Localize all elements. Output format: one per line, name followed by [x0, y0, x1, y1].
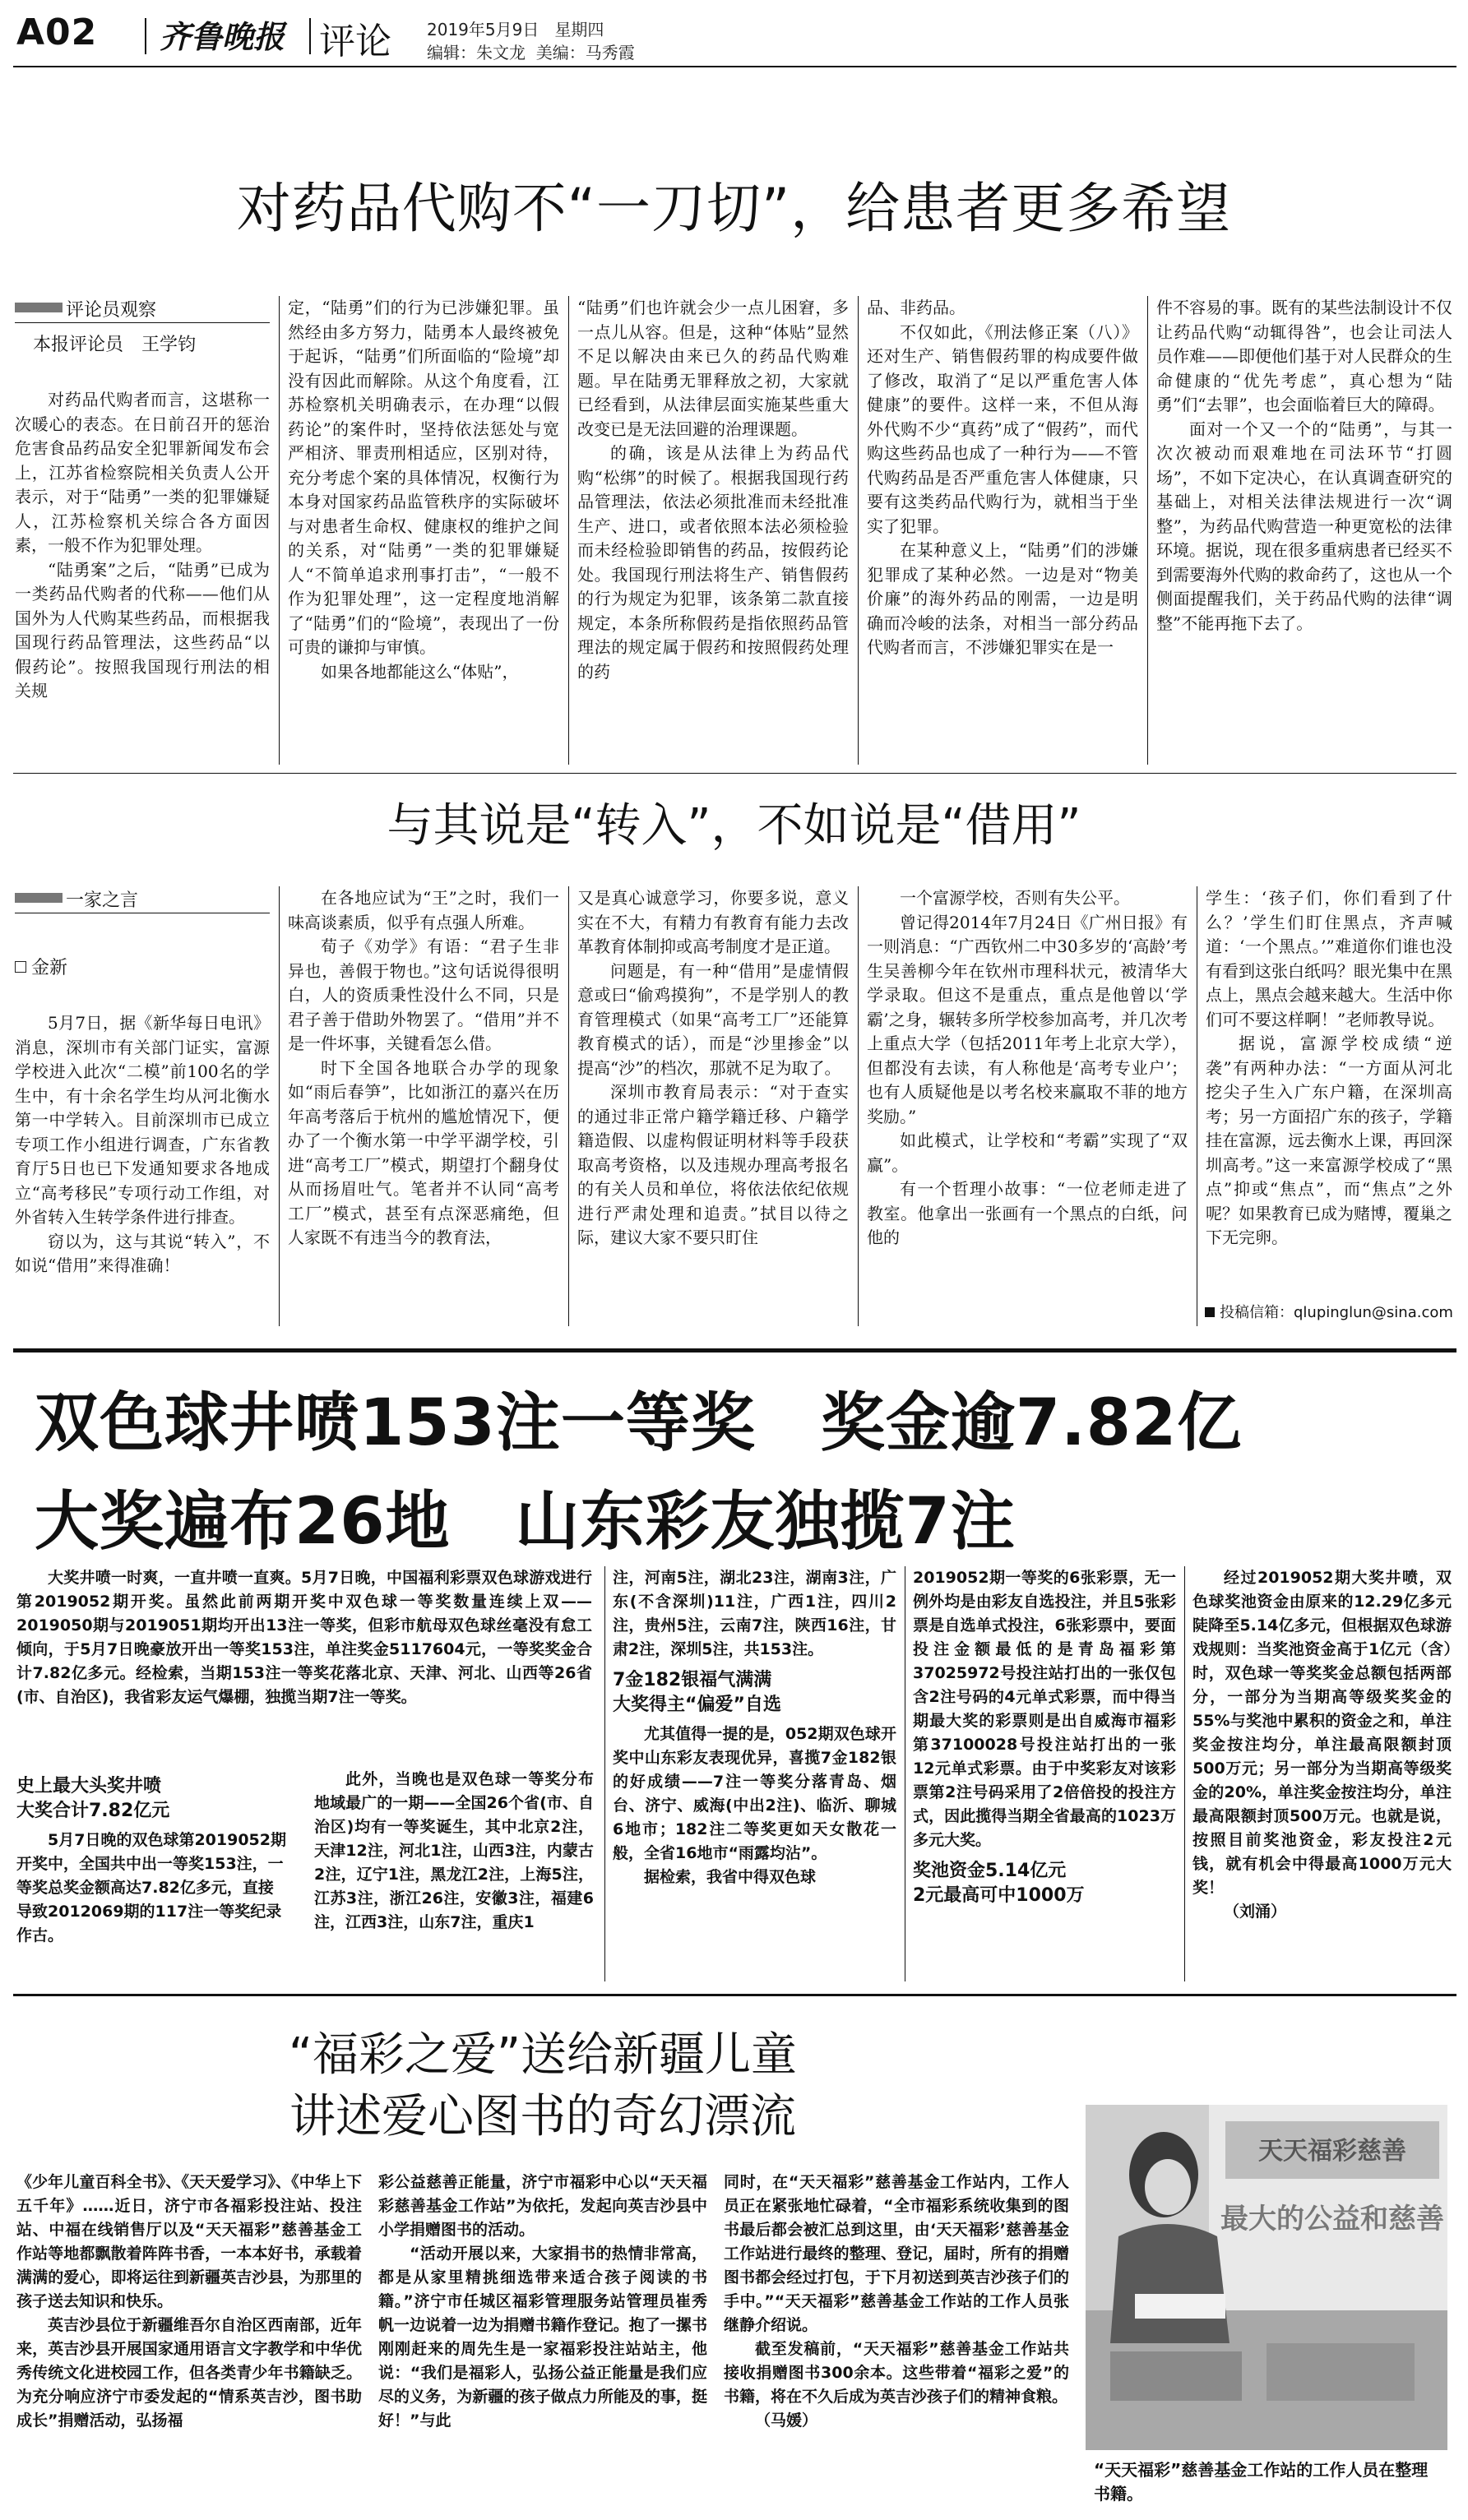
- paragraph: 又是真心诚意学习，你要多说，意义实在不大，有精力有教育有能力去改革教育体制抑或高考制度才是正道。: [577, 888, 849, 956]
- paragraph: “活动开展以来，大家捐书的热情非常高，都是从家里精挑细选带来适合孩子阅读的书籍。”济宁市任城区福彩管理服务站管理员崔秀帆一边说着一边为捐赠书籍作登记。抱了一摞书刚刚赶来的周先生是一家福彩投注站站主，他说：“我们是福彩人，弘扬公益正能量是我们应尽的义务，为新疆的孩子做点力所能及的事，挺好！”与此: [378, 2245, 707, 2430]
- paragraph: 5月7日晚的双色球第2019052期开奖中，全国共中出一等奖153注，一等奖总奖金额高达7.82亿多元，直接导致2012069期的117注一等奖纪录作古。: [16, 1831, 286, 1944]
- paragraph: “陆勇案”之后，“陆勇”已成为一类药品代购者的代称——他们从国外为人代购某些药品，而根据我国现行药品管理法，这些药品“以假药论”。按照我国现行刑法的相关规: [15, 559, 270, 701]
- article3-column-5: [1192, 1566, 1452, 1981]
- designer-credit: 美编：马秀霞: [535, 43, 635, 62]
- article1-column-1: [15, 388, 270, 762]
- svg-text:齐鲁晚报: 齐鲁晚报: [160, 18, 285, 55]
- article3-sidebar-1: [16, 1768, 288, 1981]
- article2-column-4: [867, 886, 1188, 1326]
- paragraph: 问题是，有一种“借用”是虚情假意或曰“偷鸡摸狗”，不是学别人的教育管理模式（如果“高考工厂”还能算教育模式的话），而是“沙里掺金”以提高“沙”的档次，那就不足为取了。: [577, 960, 849, 1078]
- article3-lead: [16, 1566, 592, 1759]
- article2-column-1: [15, 1011, 270, 1324]
- paragraph: （刘涌）: [1224, 1903, 1287, 1921]
- issue-date: 2019年5月9日 星期四: [427, 20, 604, 39]
- section-frame-bottom: [13, 1994, 1456, 1996]
- column-rule: [1147, 296, 1148, 765]
- paragraph: 对药品代购者而言，这堪称一次暖心的表态。在日前召开的惩治危害食品药品安全犯罪新闻发布会上，江苏省检察院相关负责人公开表示，对于“陆勇”一类的犯罪嫌疑人，江苏检察机关综合各方面因素，一般不作为犯罪处理。: [15, 390, 270, 555]
- article3-headline-line-2: 大奖遍布26地 山东彩友独揽7注: [35, 1485, 1016, 1559]
- column-rule: [858, 296, 859, 765]
- header-divider: [309, 18, 311, 54]
- paragraph: 曾记得2014年7月24日《广州日报》有一则消息：“广西钦州二中30多岁的‘高龄’考生吴善柳今年在钦州市理科状元，被清华大学录取。但这不是重点，重点是他曾以‘学霸’之身，辗转多所学校参加高考，并几次考上重点大学（包括2011年考上北京大学），但都没有去读，有人称他是‘高考专业户’；也有人质疑他是以考名校来赢取不菲的地方奖励。”: [867, 912, 1188, 1126]
- column-tag-bar: [15, 893, 63, 903]
- byline: 金新: [15, 954, 67, 979]
- article1-column-3: [577, 296, 849, 765]
- paragraph: 不仅如此，《刑法修正案（八）》还对生产、销售假药罪的构成要件做了修改，取消了“足以严重危害人体健康”的要件。这样一来，不但从海外代购不少“真药”成了“假药”，而代购这些药品也成了一种行为——不管代购药品是否严重危害人体健康，只要有这类药品代购行为，就相当于坐实了犯罪。: [867, 321, 1138, 536]
- paragraph: 如果各地都能这么“体贴”，: [321, 661, 519, 682]
- paragraph: 荀子《劝学》有语：“君子生非异也，善假于物也。”这句话说得很明白，人的资质秉性没什么不同，只是君子善于借助外物罢了。“借用”并不是一件坏事，关键看怎么借。: [288, 936, 559, 1053]
- column-tag-bar: [15, 303, 63, 312]
- article1-headline: 对药品代购不“一刀切”，给患者更多希望: [236, 177, 1232, 240]
- svg-text:天天福彩慈善: 天天福彩慈善: [1258, 2137, 1406, 2166]
- article3-column-3b: [613, 1722, 896, 1889]
- column-rule: [858, 886, 859, 1326]
- paragraph: 经过2019052期大奖井喷，双色球奖池资金由原来的12.29亿多元陡降至5.14亿多元，但根据双色球游戏规则：当奖池资金高于1亿元（含）时，双色球一等奖奖金总额包括两部分，一部分为当期高等级奖奖金的55%与奖池中累积的资金之和，单注奖金按注均分，单注最高限额封顶500万元；另一部分为当期高等级奖金的20%，单注奖金按注均分，单注最高限额封顶500万元。也就是说，按照目前奖池资金，彩友投注2元钱，就有机会中得最高1000万元大奖！: [1192, 1569, 1452, 1897]
- page-number: A02: [16, 12, 98, 53]
- article3-column-3-wrap: [613, 1566, 896, 1981]
- square-bullet-icon: [15, 961, 26, 973]
- article4-column-2: [378, 2171, 707, 2512]
- paragraph: 学生：‘孩子们，你们看到了什么？’学生们盯住黑点，齐声喊道：‘一个黑点。’”难道你们谁也没有看到这张白纸吗？眼光集中在黑点上，黑点会越来越大。生活中你们可不要这样啊！”老师教导说。: [1206, 888, 1452, 1029]
- paragraph: 在各地应试为“王”之时，我们一味高谈素质，似乎有点强人所难。: [288, 888, 559, 932]
- paragraph: 时下全国各地联合办学的现象如“雨后春笋”，比如浙江的嘉兴在历年高考落后于杭州的尴尬情况下，便办了一个衡水第一中学平湖学校，引进“高考工厂”模式，期望打个翻身仗从而扬眉吐气。笔者并不认同“高考工厂”模式，甚至有点深恶痛绝，但人家既不有违当今的教育法，: [288, 1057, 559, 1247]
- article3-column-4: [913, 1566, 1176, 1852]
- article2-column-5: [1206, 886, 1452, 1293]
- paragraph: 大奖井喷一时爽，一直井喷一直爽。5月7日晚，中国福利彩票双色球游戏进行第2019052期开奖。虽然此前两期开奖中双色球一等奖数量连续上双——2019050期与2019051期均开出13注一等奖，但彩市航母双色球丝毫没有怠工倾向，于5月7日晚豪放开出一等奖153注，单注奖金5117604元，一等奖奖金合计7.82亿多元。经检索，当期153注一等奖花落北京、天津、河北、山西等26省(市、自治区)，我省彩友运气爆棚，独揽当期7注一等奖。: [16, 1569, 592, 1706]
- column-rule: [279, 886, 280, 1326]
- paragraph: 据检索，我省中得双色球: [644, 1868, 817, 1886]
- article3-column-3: [613, 1566, 896, 1662]
- article3-column-4-wrap: [913, 1566, 1176, 1981]
- column-rule: [279, 296, 280, 765]
- subheading: 史上最大头奖井喷 大奖合计7.82亿元: [16, 1776, 170, 1821]
- paragraph: 面对一个又一个的“陆勇”，与其一次次被动而艰难地在司法环节“打圆场”，不如下定决心，在认真调查研究的基础上，对相关法律法规进行一次“调整”，为药品代购营造一种更宽松的法律环境。据说，现在很多重病患者已经买不到需要海外代购的救命药了，这也从一个侧面提醒我们，关于药品代购的法律“调整”不能再拖下去了。: [1156, 418, 1452, 633]
- paragraph: 定，“陆勇”们的行为已涉嫌犯罪。虽然经由多方努力，陆勇本人最终被免于起诉，“陆勇”们所面临的“险境”却没有因此而解除。从这个角度看，江苏检察机关明确表示，在办理“以假药论”的案件时，坚持依法惩处与宽严相济、罪责刑相适应，区别对待，充分考虑个案的具体情况，权衡行为本身对国家药品监管秩序的实际破坏与对患者生命权、健康权的维护之间的关系，对“陆勇”一类的犯罪嫌疑人“不简单追求刑事打击”，“一般不作为犯罪处理”，这一定程度地消解了“陆勇”们的“险境”，表现出了一份可贵的谦抑与审慎。: [288, 298, 559, 657]
- weekday: 星期四: [554, 20, 604, 39]
- paragraph: 此外，当晚也是双色球一等奖分布地域最广的一期——全国26个省(市、自治区)均有一等奖诞生，其中北京2注，天津12注，河北1注，山西3注，内蒙古2注，辽宁1注，黑龙江2注，上海5注，江苏3注，浙江26注，安徽3注，福建6注，江西3注，山东7注，重庆1: [314, 1770, 594, 1931]
- article3-column-1: [16, 1829, 288, 1948]
- paragraph: 彩公益慈善正能量，济宁市福彩中心以“天天福彩慈善基金工作站”为依托，发起向英吉沙县中小学捐赠图书的活动。: [378, 2173, 707, 2239]
- paragraph: 的确，该是从法律上为药品代购“松绑”的时候了。根据我国现行药品管理法，依法必须批准而未经批准生产、进口，或者依照本法必须检验而未经检验即销售的药品，按假药论处。我国现行刑法将生产、销售假药的行为规定为犯罪，该条第二款直接规定，本条所称假药是指依照药品管理法的规定属于假药和按照假药处理的药: [577, 443, 849, 682]
- square-bullet-icon: [1205, 1307, 1215, 1317]
- byline: 本报评论员 王学钧: [33, 335, 197, 355]
- paragraph: 窃以为，这与其说“转入”，不如说“借用”来得准确！: [15, 1231, 270, 1275]
- paragraph: 2019052期一等奖的6张彩票，无一例外均是由彩友自选投注，并且5张彩票是自选单式投注，6张彩票中，要面投注金额最低的是青岛福彩第37025972号投注站打出的一张仅包含2注号码的4元单式彩票，而中得当期最大奖的彩票则是出自威海市福彩第37100028号投注站打出的一张12元单式彩票。由于中奖彩友对该彩票第2注号码采用了2倍倍投的投注方式，因此揽得当期全省最高的1023万多元大奖。: [913, 1569, 1176, 1849]
- paragraph: 尤其值得一提的是，052期双色球开奖中山东彩友表现优异，喜揽7金182银的好成绩——7注一等奖分落青岛、烟台、济宁、威海(中出2注)、临沂、聊城6地市；182注二等奖更如天女散花一般，全省16地市“雨露均沾”。: [613, 1725, 896, 1862]
- paragraph: 如此模式，让学校和“考霸”实现了“双赢”。: [867, 1131, 1188, 1175]
- article3-column-2: [314, 1768, 594, 1981]
- page-header: [13, 7, 1456, 67]
- divider: [15, 322, 270, 323]
- column-rule: [1184, 1566, 1185, 1981]
- article2-headline: 与其说是“转入”，不如说是“借用”: [387, 799, 1081, 853]
- article2-column-3: [577, 886, 849, 1326]
- paragraph: 一个富源学校，否则有失公平。: [900, 888, 1130, 908]
- article4-column-1: [16, 2171, 362, 2512]
- article2-column-2: [288, 886, 559, 1326]
- section-name: 评论: [319, 21, 391, 62]
- paragraph: 件不容易的事。既有的某些法制设计不仅让药品代购“动辄得咎”，也会让司法人员作难——即便他们基于对人民群众的生命健康的“优先考虑”，真心想为“陆勇”们“去罪”，也会面临着巨大的障碍。: [1156, 298, 1452, 414]
- paragraph: 截至发稿前，“天天福彩”慈善基金工作站共接收捐赠图书300余本。这些带着“福彩之爱”的书籍，将在不久后成为英吉沙孩子们的精神食粮。: [724, 2340, 1069, 2406]
- article1-column-4: [867, 296, 1138, 765]
- paragraph: “陆勇”们也许就会少一点儿困窘，多一点儿从容。但是，这种“体贴”显然不足以解决由来已久的药品代购难题。早在陆勇无罪释放之初，大家就已经看到，从法律层面实施某些重大改变已是无法回避的治理课题。: [577, 298, 849, 439]
- article3-headline-line-1: 双色球井喷153注一等奖 奖金逾7.82亿: [35, 1386, 1243, 1460]
- subheading: 7金182银福气满满 大奖得主“偏爱”自选: [613, 1670, 781, 1715]
- paragraph: 深圳市教育局表示：“对于查实的通过非正常户籍学籍迁移、户籍学籍造假、以虚构假证明材料等手段获取高考资格，以及违规办理高考报名的有关人员和单位，将依法依纪依规进行严肃处理和追责。”拭目以待之际，建议大家不要只盯住: [577, 1082, 849, 1247]
- paragraph: 有一个哲理小故事：“一位老师走进了教室。他拿出一张画有一个黑点的白纸，问他的: [867, 1179, 1188, 1247]
- paragraph: 英吉沙县位于新疆维吾尔自治区西南部，近年来，英吉沙县开展国家通用语言文字教学和中华优秀传统文化进校园工作，但各类青少年书籍缺乏。为充分响应济宁市委发起的“情系英吉沙，图书助成长”捐赠活动，弘扬福: [16, 2316, 362, 2430]
- section-frame-top: [13, 1348, 1456, 1352]
- paragraph: （马媛）: [755, 2411, 818, 2430]
- paragraph: 在某种意义上，“陆勇”们的涉嫌犯罪成了某种必然。一边是对“物美价廉”的海外药品的刚需，一边是明确而冷峻的法条，对相当一部分药品代购者而言，不涉嫌犯罪实在是一: [867, 540, 1138, 657]
- paragraph: 《少年儿童百科全书》、《天天爱学习》、《中华上下五千年》……近日，济宁市各福彩投注站、投注站、中福在线销售厅以及“天天福彩”慈善基金工作站等地都飘散着阵阵书香，一本本好书，承载着满满的爱心，即将运往到新疆英吉沙县，为那里的孩子送去知识和快乐。: [16, 2173, 362, 2310]
- column-rule: [604, 1566, 605, 1981]
- submission-email: 投稿信箱：qlupinglun@sina.com: [1205, 1301, 1453, 1322]
- editor-credits: 编辑：朱文龙 美编：马秀霞: [427, 43, 635, 62]
- subheading: 奖池资金5.14亿元 2元最高可中1000万: [913, 1861, 1085, 1906]
- newspaper-logo: [158, 12, 304, 58]
- paragraph: 据说，富源学校成绩“逆袭”有两种办法：“一方面从河北挖尖子生入广东户籍，在深圳高考；另一方面招广东的孩子，学籍挂在富源，远去衡水上课，再回深圳高考。”这一来富源学校成了“黑点”抑或“焦点”，而“焦点”之外呢？如果教育已成为赌博，覆巢之下无完卵。: [1206, 1033, 1452, 1247]
- article4-column-3: [724, 2171, 1069, 2512]
- column-rule: [568, 886, 569, 1326]
- article4-headline-line-1: “福彩之爱”送给新疆儿童: [288, 2028, 798, 2082]
- article4-headline-line-2: 讲述爱心图书的奇幻漂流: [289, 2090, 796, 2143]
- svg-text:最大的公益和慈善: 最大的公益和慈善: [1220, 2203, 1444, 2236]
- news-photo: [1086, 2105, 1447, 2450]
- article1-column-2: [288, 296, 559, 765]
- paragraph: 品、非药品。: [867, 298, 966, 317]
- paragraph: 5月7日，据《新华每日电讯》消息，深圳市有关部门证实，富源学校进入此次“二模”前100名的学生中，有十余名学生均从河北衡水第一中学转入。目前深圳市已成立专项工作小组进行调查，广东省教育厅5日也已下发通知要求各地成立“高考移民”专项行动工作组，对外省转入生转学条件进行排查。: [15, 1013, 270, 1227]
- header-divider: [145, 18, 146, 54]
- article1-column-5: [1156, 296, 1452, 765]
- paragraph: 同时，在“天天福彩”慈善基金工作站内，工作人员正在紧张地忙碌着，“全市福彩系统收集到的图书最后都会被汇总到这里，由‘天天福彩’慈善基金工作站进行最终的整理、登记，届时，所有的捐赠图书都会经过打包，于下月初送到英吉沙孩子们的手中。”“天天福彩”慈善基金工作站的工作人员张继静介绍说。: [724, 2173, 1069, 2334]
- column-rule: [568, 296, 569, 765]
- section-divider: [13, 773, 1456, 774]
- photo-caption: “天天福彩”慈善基金工作站的工作人员在整理书籍。: [1094, 2460, 1429, 2504]
- paragraph: 注，河南5注，湖北23注，湖南3注，广东(不含深圳)11注，广西1注，四川2注，贵州5注，云南7注，陕西16注，甘肃2注，深圳5注，共153注。: [613, 1569, 896, 1658]
